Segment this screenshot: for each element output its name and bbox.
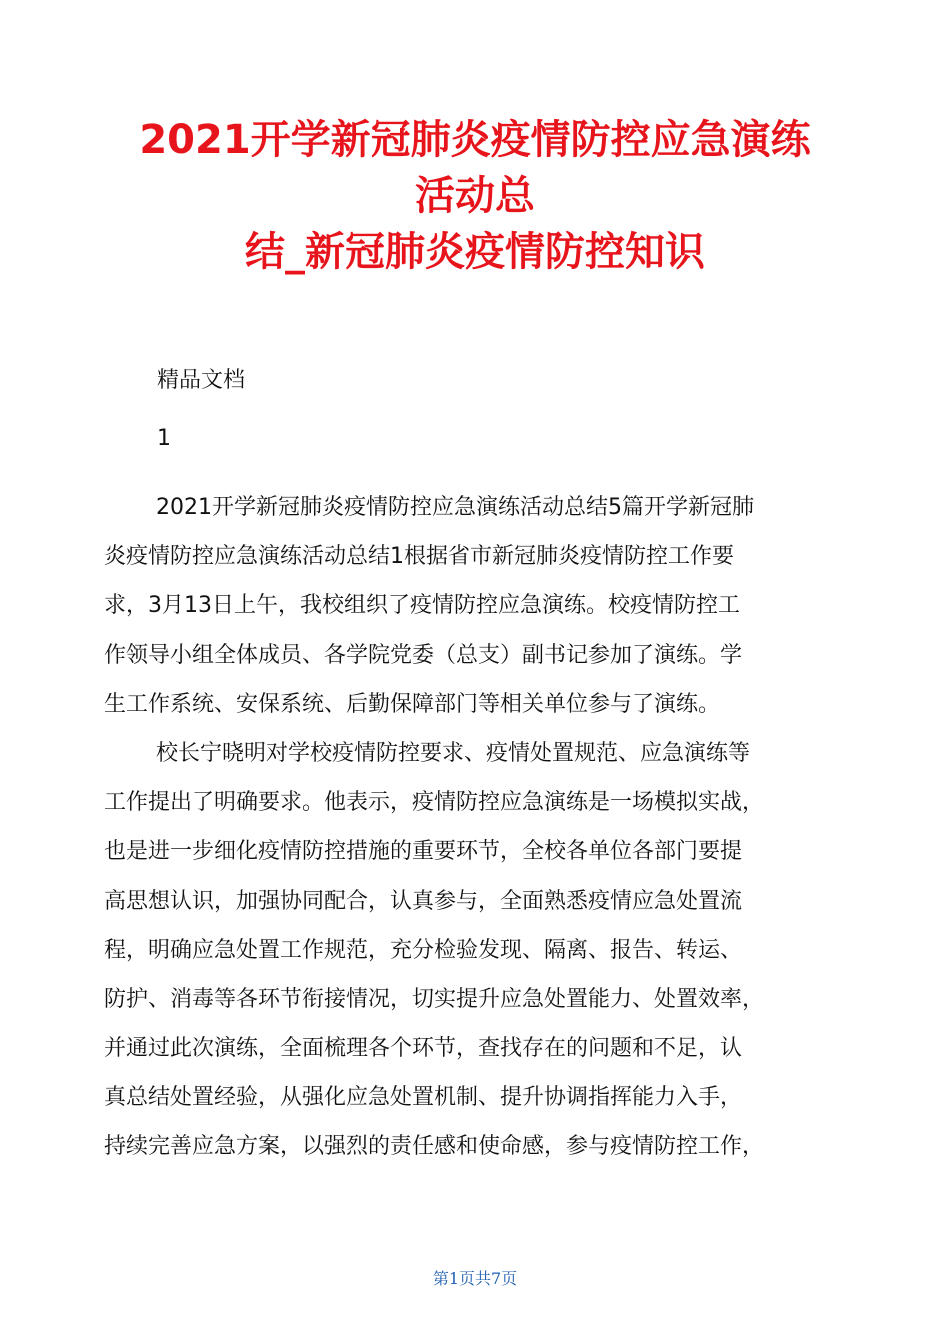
document-title [100,112,850,280]
page-footer: 第1页共7页 [432,1269,518,1288]
paragraph-1 [104,483,844,729]
paragraph-line: 也是进一步细化疫情防控措施的重要环节，全校各单位各部门要提 [104,839,743,865]
title-line-2: 活动总 [415,173,535,219]
paragraph-line: 炎疫情防控应急演练活动总结1根据省市新冠肺炎疫情防控工作要 [104,544,734,570]
paragraph-line: 防护、消毒等各环节衔接情况，切实提升应急处置能力、处置效率， [104,986,765,1012]
paragraph-line: 2021开学新冠肺炎疫情防控应急演练活动总结5篇开学新冠肺 [156,495,754,520]
paragraph-line: 工作提出了明确要求。他表示，疫情防控应急演练是一场模拟实战， [104,790,765,816]
paragraph-line: 校长宁晓明对学校疫情防控要求、疫情处置规范、应急演练等 [156,740,751,766]
title-line-3: 结_新冠肺炎疫情防控知识 [245,229,705,275]
paragraph-line: 高思想认识，加强协同配合，认真参与，全面熟悉疫情应急处置流 [104,888,743,914]
paragraph-line: 求，3月13日上午，我校组织了疫情防控应急演练。校疫情防控工 [104,593,740,619]
title-line-1: 2021开学新冠肺炎疫情防控应急演练 [139,117,811,163]
paragraph-line: 并通过此次演练，全面梳理各个环节，查找存在的问题和不足，认 [104,1036,743,1062]
paragraph-line: 持续完善应急方案，以强烈的责任感和使命感，参与疫情防控工作， [104,1134,765,1160]
page-number-label: 1 [157,426,171,451]
document-tag: 精品文档 [157,368,246,393]
paragraph-line: 生工作系统、安保系统、后勤保障部门等相关单位参与了演练。 [104,691,721,717]
paragraph-line: 作领导小组全体成员、各学院党委（总支）副书记参加了演练。学 [104,642,743,668]
paragraph-line: 程，明确应急处置工作规范，充分检验发现、隔离、报告、转运、 [104,937,743,963]
paragraph-line: 真总结处置经验，从强化应急处置机制、提升协调指挥能力入手， [104,1085,743,1111]
paragraph-2 [104,729,844,1172]
document-body [104,483,844,1172]
